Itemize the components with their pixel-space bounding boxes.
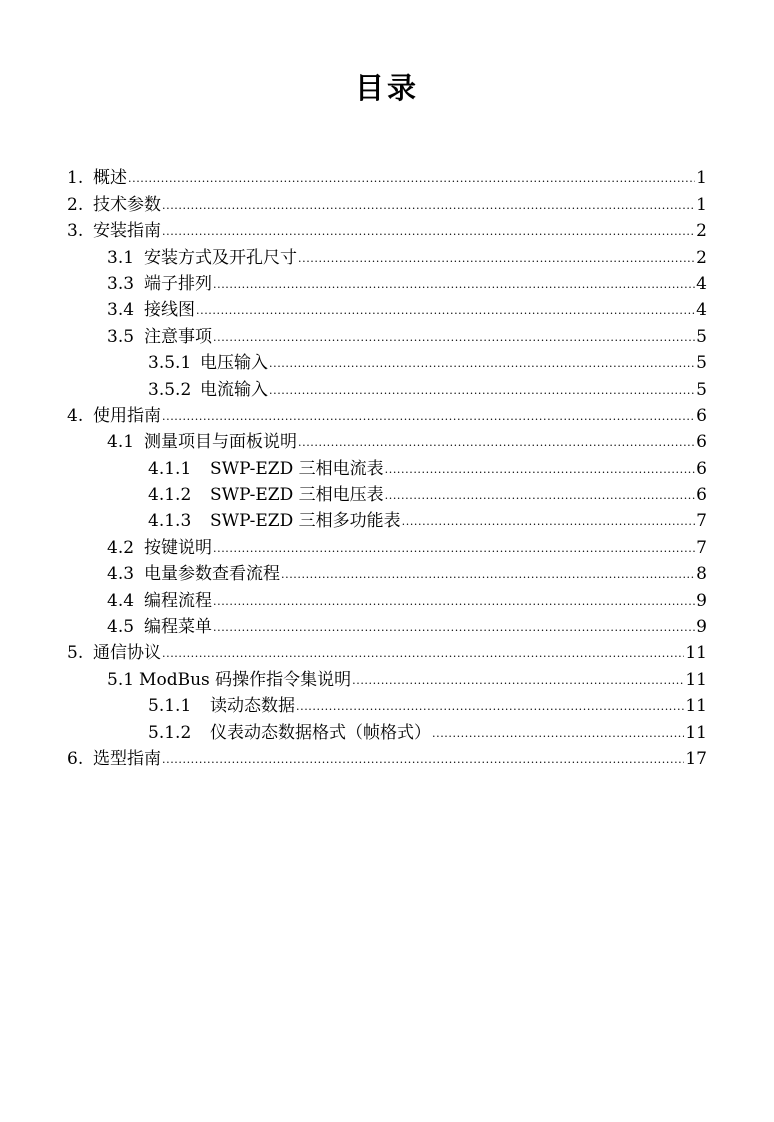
toc-entry-number: 4.1.1 — [148, 458, 192, 479]
toc-entry[interactable] — [0, 716, 707, 742]
toc-entry-label — [107, 300, 195, 320]
toc-entry-title: 通信协议 — [93, 643, 161, 664]
toc-entry-number: 6. — [67, 748, 84, 769]
toc-entry-page: 5 — [696, 379, 707, 400]
toc-entry-page: 6 — [696, 432, 707, 453]
dot-leader — [162, 749, 684, 769]
dot-leader — [352, 670, 684, 690]
toc-entry-title: 按键说明 — [144, 537, 212, 558]
toc-entry[interactable] — [0, 294, 707, 320]
toc-entry-number: 3.5.1 — [148, 353, 192, 374]
toc-entry-number: 4.1.3 — [148, 511, 192, 532]
toc-entry-title: 安装指南 — [93, 221, 161, 242]
toc-entry-number: 4. — [67, 405, 84, 426]
dot-leader — [196, 300, 695, 320]
dot-leader — [162, 643, 684, 663]
toc-entry[interactable] — [0, 347, 707, 373]
toc-entry[interactable] — [0, 637, 707, 663]
toc-entry[interactable] — [0, 743, 707, 769]
toc-entry-page: 11 — [685, 722, 707, 743]
toc-entry-page: 1 — [696, 194, 707, 215]
toc-entry-page: 11 — [685, 669, 707, 690]
dot-leader — [162, 406, 695, 426]
toc-entry-title: 编程菜单 — [144, 617, 212, 638]
toc-entry-label — [67, 749, 161, 769]
toc-entry-title: 电压输入 — [200, 353, 268, 374]
toc-entry-page: 1 — [696, 168, 707, 189]
toc-entry[interactable] — [0, 663, 707, 689]
toc-entry-page: 17 — [685, 748, 707, 769]
toc-entry-title: SWP-EZD 三相电流表 — [210, 458, 384, 479]
toc-entry-number: 3.4 — [107, 300, 135, 321]
toc-entry[interactable] — [0, 400, 707, 426]
toc-entry-label — [67, 221, 161, 241]
toc-entry-number: 3.1 — [107, 247, 135, 268]
toc-entry-number: 3.5.2 — [148, 379, 192, 400]
dot-leader — [213, 538, 695, 558]
toc-entry-title: SWP-EZD 三相电压表 — [210, 485, 384, 506]
toc-entry-number: 3.3 — [107, 273, 135, 294]
toc-entry-label — [107, 432, 297, 452]
toc-entry-title: 电流输入 — [200, 379, 268, 400]
toc-entry-page: 11 — [685, 696, 707, 717]
toc-entry-number: 4.1 — [107, 432, 135, 453]
toc-entry-number: 4.3 — [107, 564, 135, 585]
dot-leader — [213, 274, 695, 294]
dot-leader — [213, 617, 695, 637]
toc-entry-number: 5.1.1 — [148, 696, 192, 717]
toc-entry[interactable] — [0, 690, 707, 716]
toc-entry[interactable] — [0, 452, 707, 478]
toc-entry-title: 编程流程 — [144, 590, 212, 611]
dot-leader — [213, 327, 695, 347]
toc-entry-page: 2 — [696, 221, 707, 242]
toc-entry[interactable] — [0, 268, 707, 294]
toc-entry[interactable] — [0, 584, 707, 610]
toc-entry[interactable] — [0, 320, 707, 346]
toc-entry-page: 4 — [696, 300, 707, 321]
dot-leader — [128, 168, 695, 188]
toc-entry[interactable] — [0, 558, 707, 584]
toc-entry-title: 仪表动态数据格式（帧格式） — [210, 722, 431, 743]
toc-entry[interactable] — [0, 479, 707, 505]
toc-entry-title: 使用指南 — [93, 405, 161, 426]
dot-leader — [432, 723, 684, 743]
toc-entry-label — [67, 406, 161, 426]
toc-entry-number: 4.2 — [107, 537, 135, 558]
dot-leader — [385, 485, 696, 505]
toc-entry-number: 3. — [67, 221, 84, 242]
dot-leader — [298, 432, 695, 452]
toc-entry[interactable] — [0, 505, 707, 531]
toc-entry-number: 5.1 — [107, 669, 135, 690]
toc-entry[interactable] — [0, 215, 707, 241]
toc-entry-label — [148, 723, 431, 743]
toc-entry-title: 安装方式及开孔尺寸 — [144, 247, 297, 268]
toc-entry-number: 1. — [67, 168, 84, 189]
toc-entry[interactable] — [0, 426, 707, 452]
toc-entry-label — [107, 617, 212, 637]
toc-entry-title: 电量参数查看流程 — [144, 564, 280, 585]
dot-leader — [269, 353, 695, 373]
toc-entry-number: 4.5 — [107, 617, 135, 638]
toc-entry-page: 4 — [696, 273, 707, 294]
dot-leader — [162, 221, 695, 241]
toc-entry-page: 9 — [696, 590, 707, 611]
toc-entry-title: 读动态数据 — [210, 696, 295, 717]
toc-entry-title: 端子排列 — [144, 273, 212, 294]
toc-entry-page: 6 — [696, 405, 707, 426]
toc-entry-label — [148, 696, 295, 716]
toc-entry-number: 5.1.2 — [148, 722, 192, 743]
dot-leader — [213, 591, 695, 611]
toc-entry-page: 5 — [696, 326, 707, 347]
toc-entry[interactable] — [0, 188, 707, 214]
toc-entry-label — [148, 485, 384, 505]
toc-entry-number: 5. — [67, 643, 84, 664]
toc-entry-label — [107, 564, 280, 584]
toc-entry[interactable] — [0, 531, 707, 557]
dot-leader — [298, 248, 695, 268]
dot-leader — [269, 380, 695, 400]
toc-entry-label — [107, 248, 297, 268]
toc-entry-page: 7 — [696, 511, 707, 532]
page-title: 目录 — [354, 71, 419, 105]
dot-leader — [162, 195, 695, 215]
dot-leader — [385, 459, 696, 479]
toc-entry-label — [148, 511, 401, 531]
toc-entry-title: 技术参数 — [93, 194, 161, 215]
toc-entry-page: 5 — [696, 353, 707, 374]
toc-entry-title: 注意事项 — [144, 326, 212, 347]
toc-entry-label — [67, 643, 161, 663]
dot-leader — [281, 564, 695, 584]
toc-entry-title: 接线图 — [144, 300, 195, 321]
toc-entry-label — [107, 274, 212, 294]
toc-entry-page: 7 — [696, 537, 707, 558]
toc-entry-page: 11 — [685, 643, 707, 664]
toc-entry-label — [67, 168, 127, 188]
toc-entry-number: 3.5 — [107, 326, 135, 347]
toc-entry-label — [107, 670, 351, 690]
toc-entry-title: 测量项目与面板说明 — [144, 432, 297, 453]
table-of-contents — [0, 162, 774, 769]
toc-entry-title: 选型指南 — [93, 748, 161, 769]
toc-entry-page: 6 — [696, 485, 707, 506]
toc-entry-label — [148, 353, 268, 373]
dot-leader — [402, 511, 696, 531]
toc-entry-page: 6 — [696, 458, 707, 479]
toc-entry-label — [107, 327, 212, 347]
toc-entry-number: 4.1.2 — [148, 485, 192, 506]
toc-entry[interactable] — [0, 241, 707, 267]
toc-entry-label — [148, 459, 384, 479]
toc-entry-label — [107, 538, 212, 558]
toc-entry[interactable] — [0, 373, 707, 399]
toc-entry-page: 8 — [696, 564, 707, 585]
toc-entry-page: 9 — [696, 617, 707, 638]
toc-entry-title: 概述 — [93, 168, 127, 189]
toc-entry[interactable] — [0, 162, 707, 188]
toc-entry-label — [67, 195, 161, 215]
toc-entry[interactable] — [0, 611, 707, 637]
toc-entry-title: ModBus 码操作指令集说明 — [139, 669, 352, 690]
toc-entry-label — [107, 591, 212, 611]
toc-entry-page: 2 — [696, 247, 707, 268]
dot-leader — [296, 696, 684, 716]
toc-entry-number: 2. — [67, 194, 84, 215]
toc-entry-number: 4.4 — [107, 590, 135, 611]
toc-entry-label — [148, 380, 268, 400]
toc-entry-title: SWP-EZD 三相多功能表 — [210, 511, 401, 532]
